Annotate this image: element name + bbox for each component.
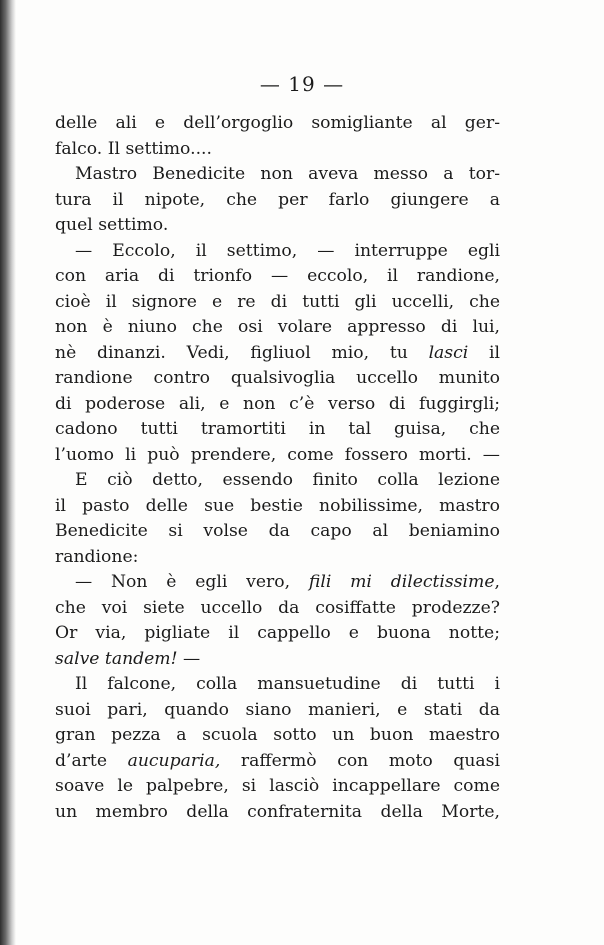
text-segment: , [494, 572, 500, 592]
text-line: falco. Il settimo.... [55, 138, 212, 159]
italic-word: aucuparia, [127, 750, 221, 771]
page-number: — 19 — [259, 72, 345, 96]
text-segment: — [177, 648, 201, 669]
text-segment: — Non è egli vero, [75, 572, 309, 592]
text-line: delle ali e dell’orgoglio somigliante al ger- [55, 113, 500, 133]
page-binding-shadow [0, 0, 16, 945]
text-line: non è niuno che osi volare appresso di lui, [55, 317, 500, 337]
text-line: Mastro Benedicite non aveva messo a tor- [75, 164, 500, 184]
text-line: randione: [55, 546, 139, 567]
text-line: soave le palpebre, si lasciò incappellare come [55, 776, 500, 796]
text-segment: il [468, 342, 500, 363]
text-line: cioè il signore e re di tutti gli uccelli, che [55, 291, 500, 312]
text-line [55, 749, 500, 775]
text-line: tura il nipote, che per farlo giungere a [55, 189, 500, 210]
body-text [55, 111, 500, 825]
text-line: un membro della confraternita della Morte, [55, 801, 500, 822]
text-segment: nè dinanzi. Vedi, figliuol mio, tu [55, 342, 429, 363]
text-line: Il falcone, colla mansuetudine di tutti i [75, 674, 500, 694]
text-line: Or via, pigliate il cappello e buona notte; [55, 623, 500, 643]
italic-word: lasci [428, 342, 469, 363]
text-line: l’uomo li può prendere, come fossero morti. — [55, 444, 500, 465]
text-line: con aria di trionfo — eccolo, il randione, [55, 266, 500, 286]
italic-phrase: fili mi dilectissime [308, 572, 495, 592]
text-line: E ciò detto, essendo finito colla lezione [75, 470, 500, 490]
text-segment: d’arte [55, 750, 128, 771]
text-line: che voi siete uccello da cosiffatte prodezze? [55, 597, 500, 618]
text-line: suoi pari, quando siano manieri, e stati da [55, 699, 500, 720]
text-line: quel settimo. [55, 215, 169, 235]
text-line: randione contro qualsivoglia uccello munito [55, 368, 500, 388]
text-line: gran pezza a scuola sotto un buon maestro [55, 725, 500, 745]
text-line [55, 341, 500, 367]
text-line: — Eccolo, il settimo, — interruppe egli [75, 240, 500, 261]
text-line [55, 570, 500, 596]
text-line [55, 647, 500, 673]
italic-phrase: salve tandem! [55, 648, 178, 669]
text-line: cadono tutti tramortiti in tal guisa, che [55, 419, 500, 439]
text-line: Benedicite si volse da capo al beniamino [55, 521, 500, 541]
text-line: di poderose ali, e non c’è verso di fuggirgli; [55, 393, 500, 414]
text-line: il pasto delle sue bestie nobilissime, mastro [55, 495, 500, 516]
text-segment: raffermò con moto quasi [220, 750, 500, 771]
